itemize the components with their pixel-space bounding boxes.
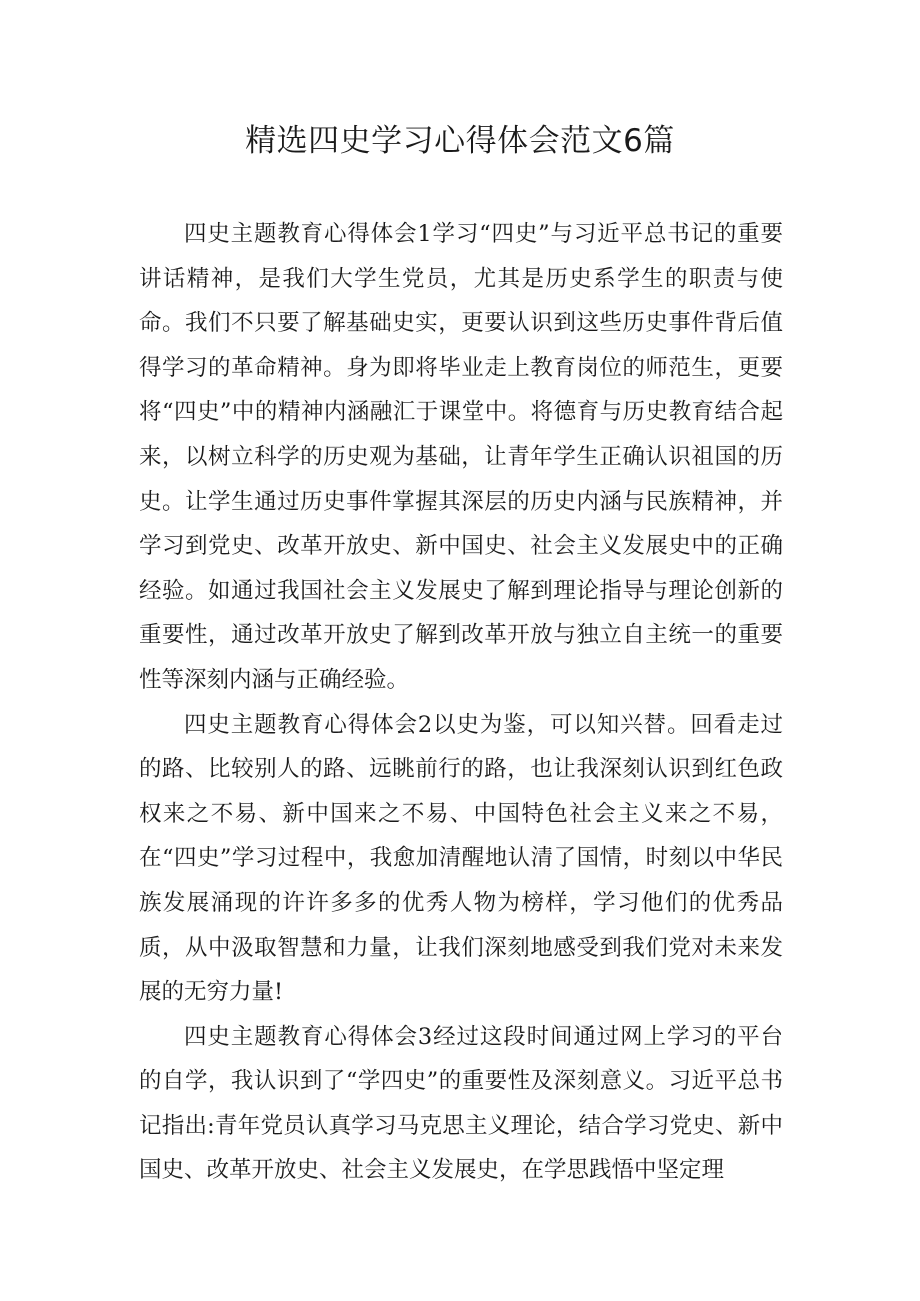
document-body [139,212,783,1193]
paragraph-2: 四史主题教育心得体会2以史为鉴，可以知兴替。回看走过的路、比较别人的路、远眺前行的路，也让我深刻认识到红色政权来之不易、新中国来之不易、中国特色社会主义来之不易，在“四史”学习过程中，我愈加清醒地认清了国情，时刻以中华民族发展涌现的许许多多的优秀人物为榜样，学习他们的优秀品质，从中汲取智慧和力量，让我们深刻地感受到我们党对未来发展的无穷力量! [139,711,783,1006]
paragraph-3: 四史主题教育心得体会3经过这段时间通过网上学习的平台的自学，我认识到了“学四史”的重要性及深刻意义。习近平总书记指出:青年党员认真学习马克思主义理论，结合学习党史、新中国史、改革开放史、社会主义发展史，在学思践悟中坚定理 [139,1023,783,1184]
document-title: 精选四史学习心得体会范文6篇 [245,123,675,159]
paragraph-1: 四史主题教育心得体会1学习“四史”与习近平总书记的重要讲话精神，是我们大学生党员，尤其是历史系学生的职责与使命。我们不只要了解基础史实，更要认识到这些历史事件背后值得学习的革命精神。身为即将毕业走上教育岗位的师范生，更要将“四史”中的精神内涵融汇于课堂中。将德育与历史教育结合起来，以树立科学的历史观为基础，让青年学生正确认识祖国的历史。让学生通过历史事件掌握其深层的历史内涵与民族精神，并学习到党史、改革开放史、新中国史、社会主义发展史中的正确经验。如通过我国社会主义发展史了解到理论指导与理论创新的重要性，通过改革开放史了解到改革开放与独立自主统一的重要性等深刻内涵与正确经验。 [139,221,783,693]
